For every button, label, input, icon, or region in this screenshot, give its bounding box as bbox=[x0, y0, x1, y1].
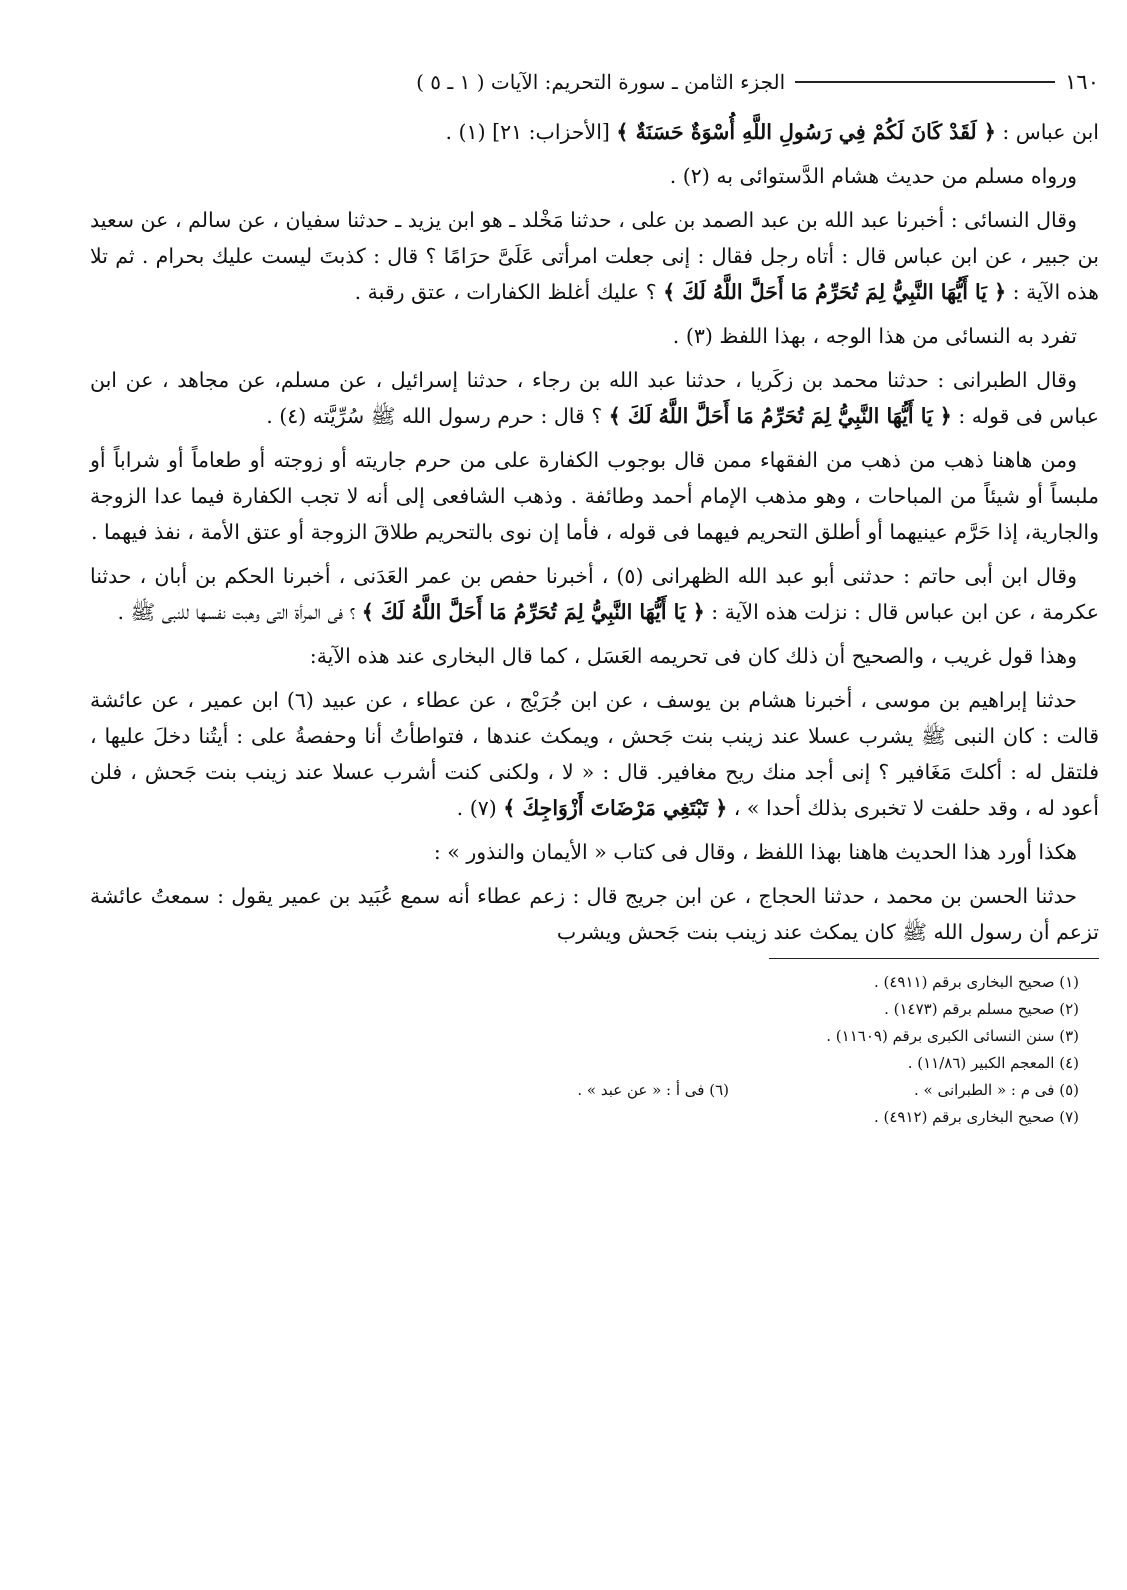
paragraph: وقال النسائى : أخبرنا عبد الله بن عبد الصمد بن على ، حدثنا مَخْلد ـ هو ابن يزيد ـ حدثنا سفيان ، عن سالم ، عن سعيد بن جبير ، عن ابن عباس قال : أتاه رجل فقال : إنى جعلت امرأتى عَلَىَّ حرَامًا ؟ قال : كذبتَ ليست عليك بحرام . ثم تلا هذه الآية : ﴿ يَا أَيُّهَا النَّبِيُّ لِمَ تُحَرِّمُ مَا أَحَلَّ اللَّهُ لَكَ ﴾ ؟ عليك أغلظ الكفارات ، عتق رقبة . bbox=[90, 208, 1099, 304]
paragraph: هكذا أورد هذا الحديث هاهنا بهذا اللفظ ، وقال فى كتاب « الأيمان والنذور » : bbox=[433, 840, 1077, 864]
paragraph: تفرد به النسائى من هذا الوجه ، بهذا اللفظ (٣) . bbox=[672, 324, 1077, 348]
running-header bbox=[90, 70, 1099, 94]
footnote: (٧) صحيح البخارى برقم (٤٩١٢) . bbox=[873, 1108, 1079, 1126]
footnote: (١) صحيح البخارى برقم (٤٩١١) . bbox=[873, 973, 1079, 991]
footnote: (٦) فى أ : « عن عبد » . bbox=[577, 1081, 729, 1099]
page-number: ١٦٠ bbox=[1065, 70, 1099, 94]
footnote-row bbox=[90, 1077, 1099, 1104]
footnotes bbox=[90, 969, 1099, 1131]
footnote: (٥) فى م : « الطبرانى » . bbox=[914, 1081, 1079, 1099]
paragraph: حدثنا الحسن بن محمد ، حدثنا الحجاج ، عن ابن جريج قال : زعم عطاء أنه سمع عُبَيد بن عمير يقول : سمعتُ عائشة تزعم أن رسول الله ﷺ كان يمكث عند زينب بنت جَحش ويشرب bbox=[90, 884, 1099, 944]
paragraph: وقال ابن أبى حاتم : حدثنى أبو عبد الله الظهرانى (٥) ، أخبرنا حفص بن عمر العَدَنى ، أخبرنا الحكم بن أبان ، حدثنا عكرمة ، عن ابن عباس قال : نزلت هذه الآية : ﴿ يَا أَيُّهَا النَّبِيُّ لِمَ تُحَرِّمُ مَا أَحَلَّ اللَّهُ لَكَ ﴾ ؟ فى المرأة التى وهبت نفسها للنبى ﷺ . bbox=[90, 564, 1099, 624]
quran-quote: ﴿ لَقَدْ كَانَ لَكُمْ فِي رَسُولِ اللَّهِ أُسْوَةٌ حَسَنَةٌ ﴾ bbox=[616, 120, 996, 144]
chapter-title: الجزء الثامن ـ سورة التحريم: الآيات ( ١ ـ ٥ ) bbox=[416, 70, 786, 94]
footnote: (٢) صحيح مسلم برقم (١٤٧٣) . bbox=[884, 1000, 1079, 1018]
quran-quote: ﴿ يَا أَيُّهَا النَّبِيُّ لِمَ تُحَرِّمُ مَا أَحَلَّ اللَّهُ لَكَ ﴾ bbox=[608, 404, 952, 428]
paragraph: ورواه مسلم من حديث هشام الدَّستوائى به (٢) . bbox=[669, 164, 1077, 188]
paragraph: ابن عباس : ﴿ لَقَدْ كَانَ لَكُمْ فِي رَسُولِ اللَّهِ أُسْوَةٌ حَسَنَةٌ ﴾ [الأحزاب: ٢١] (١) . bbox=[445, 120, 1099, 144]
paragraph: حدثنا إبراهيم بن موسى ، أخبرنا هشام بن يوسف ، عن ابن جُرَيْج ، عن عطاء ، عن عبيد (٦) ابن عمير ، عن عائشة قالت : كان النبى ﷺ يشرب عسلا عند زينب بنت جَحش ، ويمكث عندها ، فتواطأتُ أنا وحفصةُ على : أيتُنا دخلَ عليها ، فلتقل له : أكلتَ مَغَافير ؟ إنى أجد منك ريح مغافير. قال : « لا ، ولكنى كنت أشرب عسلا عند زينب بنت جَحش ، فلن أعود له ، وقد حلفت لا تخبرى بذلك أحدا » ، ﴿ تَبْتَغِي مَرْضَاتَ أَزْوَاجِكَ ﴾ (٧) . bbox=[90, 688, 1099, 820]
quran-quote: ﴿ تَبْتَغِي مَرْضَاتَ أَزْوَاجِكَ ﴾ bbox=[503, 796, 728, 820]
paragraph: وهذا قول غريب ، والصحيح أن ذلك كان فى تحريمه العَسَل ، كما قال البخارى عند هذه الآية: bbox=[309, 644, 1077, 668]
header-rule bbox=[795, 81, 1055, 83]
footnote-separator bbox=[769, 958, 1099, 959]
quran-quote: ﴿ يَا أَيُّهَا النَّبِيُّ لِمَ تُحَرِّمُ مَا أَحَلَّ اللَّهُ لَكَ ﴾ bbox=[663, 280, 1007, 304]
footnote: (٣) سنن النسائى الكبرى برقم (١١٦٠٩) . bbox=[826, 1027, 1079, 1045]
quran-quote: ﴿ يَا أَيُّهَا النَّبِيُّ لِمَ تُحَرِّمُ مَا أَحَلَّ اللَّهُ لَكَ ﴾ bbox=[361, 600, 705, 624]
paragraph: وقال الطبرانى : حدثنا محمد بن زكَريا ، حدثنا عبد الله بن رجاء ، حدثنا إسرائيل ، عن مسلم، عن مجاهد ، عن ابن عباس فى قوله : ﴿ يَا أَيُّهَا النَّبِيُّ لِمَ تُحَرِّمُ مَا أَحَلَّ اللَّهُ لَكَ ﴾ ؟ قال : حرم رسول الله ﷺ سُرِّيَّته (٤) . bbox=[90, 368, 1099, 428]
paragraph: ومن هاهنا ذهب من ذهب من الفقهاء ممن قال بوجوب الكفارة على من حرم جاريته أو زوجته أو طعاماً أو شراباً أو ملبساً أو شيئاً من المباحات ، وهو مذهب الإمام أحمد وطائفة . وذهب الشافعى إلى أنه لا تجب الكفارة فيما عدا الزوجة والجارية، إذا حَرَّم عينيهما أو أطلق التحريم فيهما فى قوله ، فأما إن نوى بالتحريم طلاقَ الزوجة أو عتق الأمة ، نفذ فيهما . bbox=[90, 448, 1099, 544]
footnote: (٤) المعجم الكبير (١١/٨٦) . bbox=[907, 1054, 1079, 1072]
